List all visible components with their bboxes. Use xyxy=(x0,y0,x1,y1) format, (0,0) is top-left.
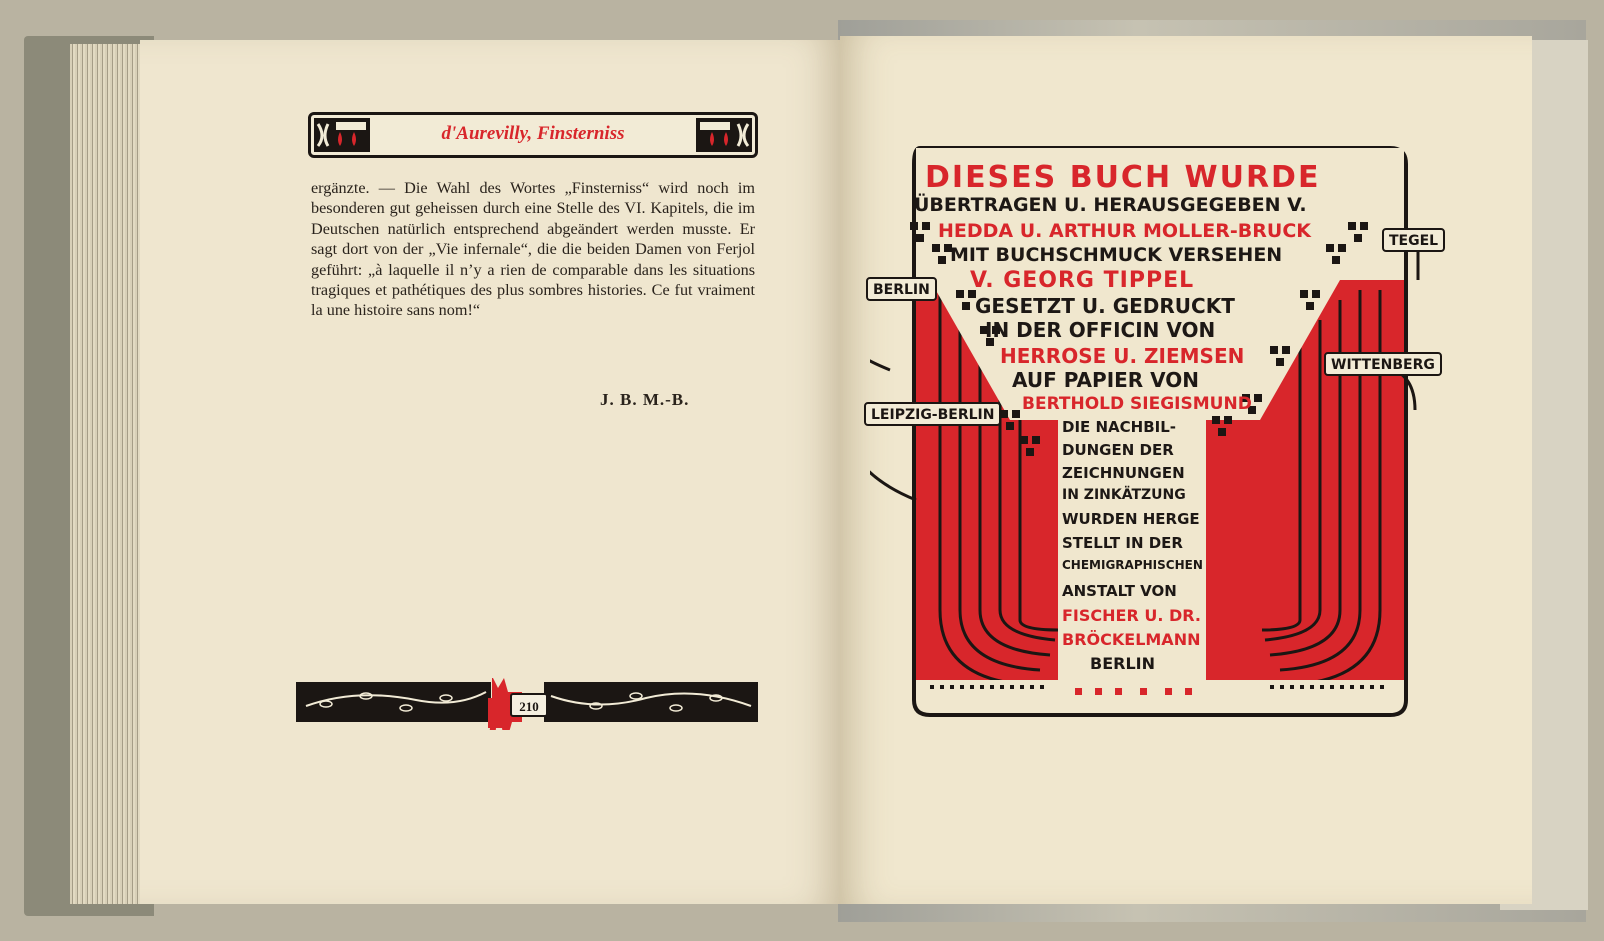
running-header xyxy=(308,112,758,158)
colophon-line-14: IN ZINKÄTZUNG xyxy=(1062,487,1186,503)
colophon-line-13: ZEICHNUNGEN xyxy=(1062,464,1185,482)
colophon-line-1: DIESES BUCH WURDE xyxy=(925,160,1321,195)
header-ornament-right xyxy=(696,118,752,152)
colophon-line-6: GESETZT U. GEDRUCKT xyxy=(975,294,1235,318)
signature: J. B. M.-B. xyxy=(600,390,690,409)
place-label-leipzig-berlin: LEIPZIG-BERLIN xyxy=(864,402,1001,426)
colophon-line-5: V. GEORG TIPPEL xyxy=(970,268,1195,293)
colophon-line-4: MIT BUCHSCHMUCK VERSEHEN xyxy=(950,244,1283,266)
colophon-line-11: DIE NACHBIL- xyxy=(1062,418,1177,436)
colophon-line-12: DUNGEN DER xyxy=(1062,441,1174,459)
colophon-line-18: ANSTALT VON xyxy=(1062,582,1177,600)
colophon-line-7: IN DER OFFICIN VON xyxy=(985,318,1216,342)
colophon-line-17: CHEMIGRAPHISCHEN xyxy=(1062,558,1203,572)
colophon-line-20: BRÖCKELMANN xyxy=(1062,630,1201,649)
colophon-line-9: AUF PAPIER VON xyxy=(1012,368,1200,392)
place-label-wittenberg: WITTENBERG xyxy=(1324,352,1442,376)
colophon xyxy=(870,140,1450,740)
colophon-line-10: BERTHOLD SIEGISMUND xyxy=(1022,394,1252,414)
colophon-line-19: FISCHER U. DR. xyxy=(1062,606,1201,625)
left-page xyxy=(140,40,840,904)
page-number: 210 xyxy=(510,693,548,717)
header-ornament-left xyxy=(314,118,370,152)
page-edges xyxy=(70,44,145,904)
paragraph-text: ergänzte. — Die Wahl des Wortes „Finsterniss“ wird noch im besonderen gut geheissen durch eine Stelle des VI. Kapitels, die im Deutschen natürlich entsprechend abgeändert werden musste. Er sagt dort von der „Vie infernale“, die die beiden Damen von Ferjol geführt: „à laquelle il n’y a rien de comparable dans les situations tragiques et pathétiques des plus sombres histories. Ce fut vraiment la une histoire sans nom!“ xyxy=(311,179,755,320)
header-title: d'Aurevilly, Finsterniss xyxy=(441,123,625,144)
colophon-line-3: HEDDA U. ARTHUR MOLLER-BRUCK xyxy=(938,220,1311,242)
body-paragraph xyxy=(311,178,755,321)
colophon-line-8: HERROSE U. ZIEMSEN xyxy=(1000,344,1245,368)
colophon-line-15: WURDEN HERGE xyxy=(1062,510,1200,528)
colophon-line-16: STELLT IN DER xyxy=(1062,534,1183,552)
place-label-berlin: BERLIN xyxy=(866,277,937,301)
place-label-tegel: TEGEL xyxy=(1382,228,1445,252)
colophon-line-2: ÜBERTRAGEN U. HERAUSGEGEBEN V. xyxy=(914,194,1307,216)
colophon-line-21: BERLIN xyxy=(1090,654,1155,673)
